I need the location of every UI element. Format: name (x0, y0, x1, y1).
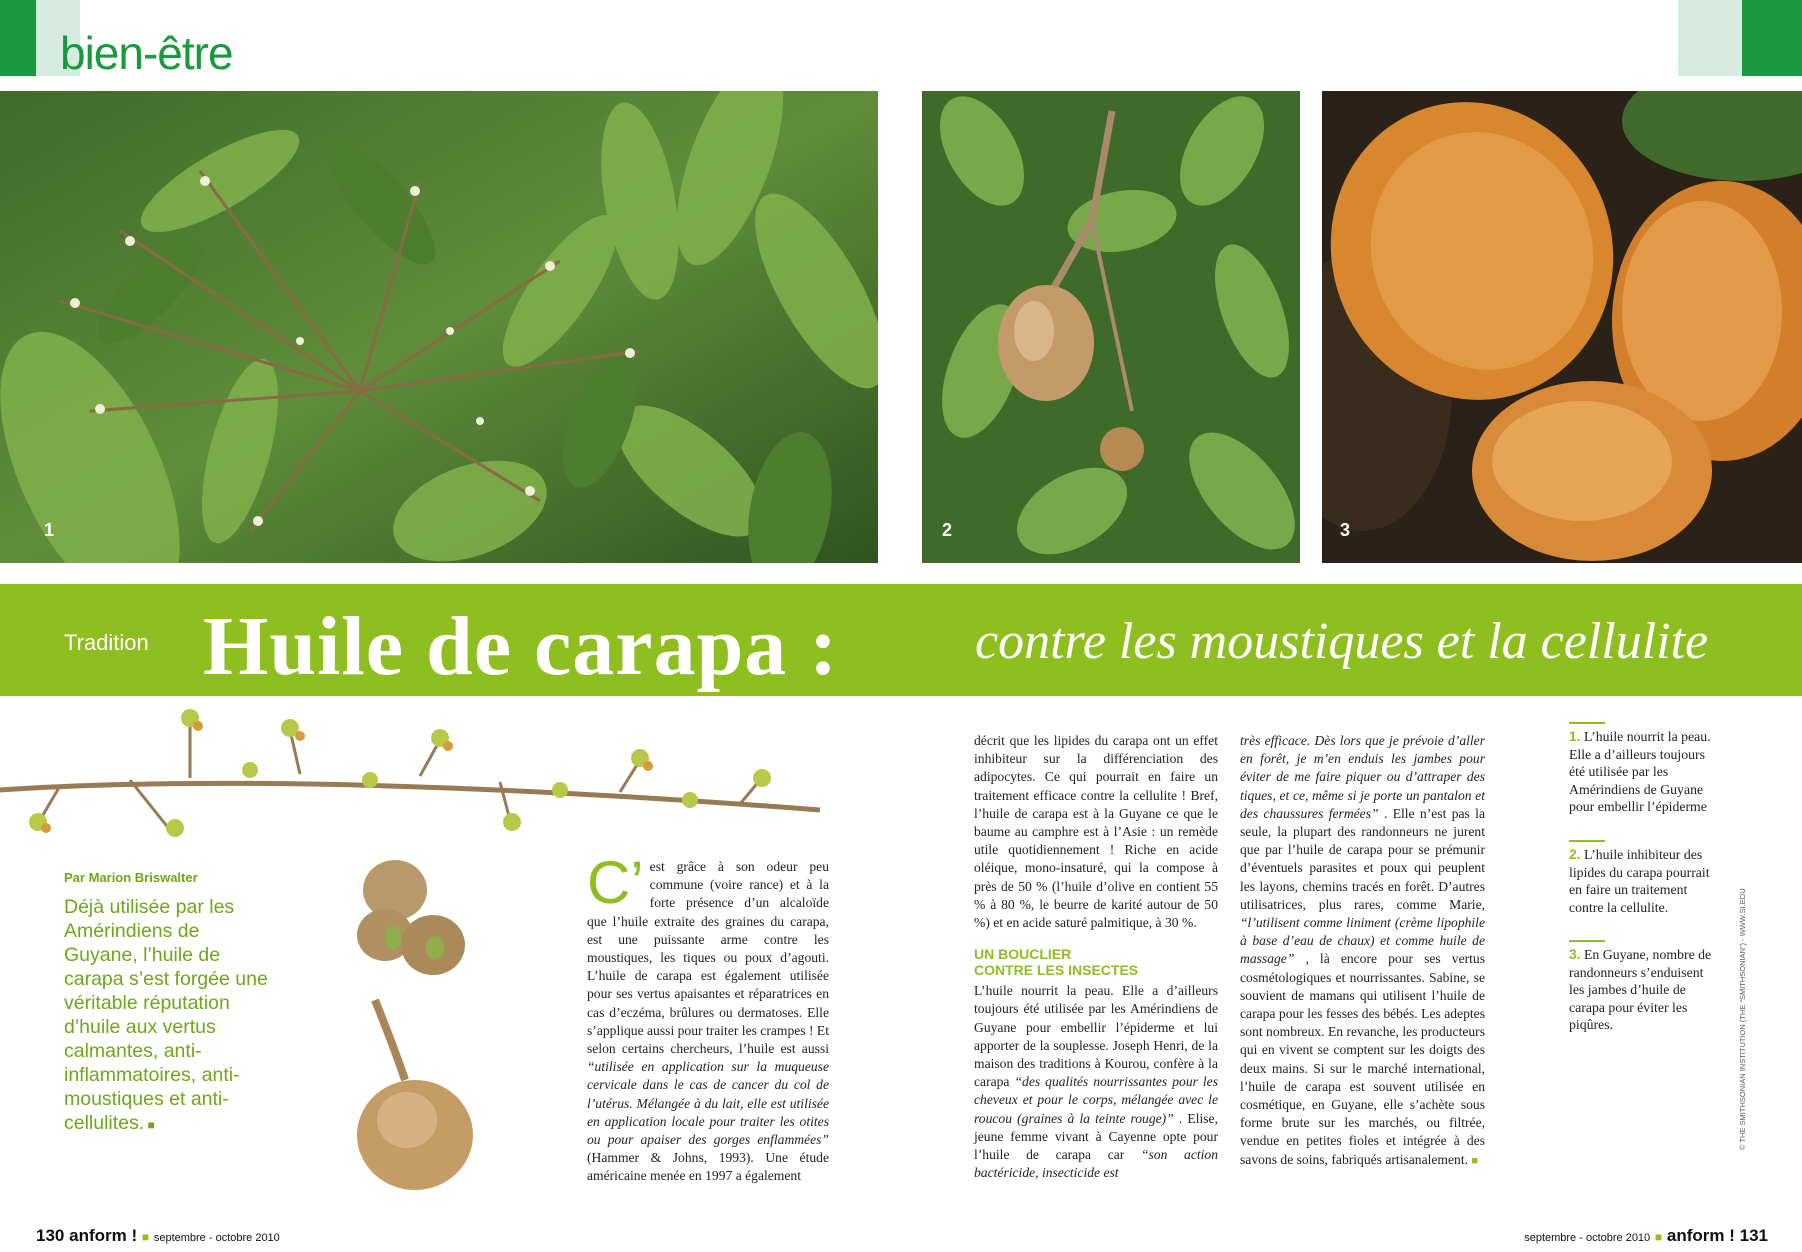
carapa-branch-illustration (0, 700, 840, 840)
photo-number: 3 (1340, 520, 1351, 540)
header-stripe-dark-right (1742, 0, 1802, 76)
magazine-name: anform ! (1666, 1226, 1735, 1245)
article-column-3 (1240, 732, 1485, 1170)
photo-carapa-fruit (922, 91, 1300, 563)
byline: Par Marion Briswalter (64, 870, 198, 885)
caption-rule (1569, 940, 1605, 942)
photo-caption-3 (1569, 940, 1719, 1034)
footer-right (1524, 1226, 1768, 1246)
end-mark: ■ (1471, 1154, 1479, 1167)
article-text: (Hammer & Johns, 1993). Une étude américaine menée en 1997 a également (587, 1150, 829, 1184)
article-quote: très efficace. Dès lors que je prévoie d’aller en forêt, je m’en enduis les jambes pour éviter de me faire piquer ou d’attraper des tiques, et ce, même si je porte un pantalon et des chaussures fermées” (1240, 733, 1485, 821)
photo-caption-2 (1569, 840, 1719, 916)
footer-square: ■ (1654, 1230, 1663, 1244)
article-quote: “des qualités nourrissantes pour les cheveux et pour le corps, mélangée avec le roucou (graines à la teinte rouge)” (974, 1074, 1219, 1126)
article-quote: “son action bactéricide, insecticide est (974, 1147, 1218, 1181)
article-column-2 (974, 732, 1218, 1182)
article-text: . Elise, jeune femme vivant à Cayenne opte pour l’huile de carapa car (974, 1110, 1218, 1163)
drop-cap: C’ (587, 849, 644, 916)
photo-number: 2 (942, 520, 953, 540)
caption-text: L’huile nourrit la peau. Elle a d’ailleurs toujours été utilisée par les Amérindiens de Guyane pour embellir l’épiderme (1569, 729, 1711, 814)
article-text: . Elle n’est pas la seule, la plupart des randonneurs ne jurent que par l’huile de carapa pour se prémunir d’éventuels parasites et poux qui peuplent les layons, chemins tracés en forêt. D’autres utilisatrices, plus rares, comme Marie, (1240, 805, 1485, 912)
caption-number: 3. (1569, 947, 1581, 962)
article-quote: “utilisée en application sur la muqueuse cervicale dans le cas de cancer du col de l’utérus. Mélangée à du lait, elle est utilisée en application locale pour traiter les otites ou pour apaiser des gorges enflammées” (587, 1059, 829, 1148)
photo-number: 1 (44, 520, 55, 540)
article-quote: “l’utilisent comme liniment (crème lipophile à base d’eau de chaux) et comme huile de massage” (1240, 915, 1485, 967)
caption-number: 1. (1569, 729, 1581, 744)
photo-carapa-flowers (0, 91, 878, 563)
page-number-right: 131 (1739, 1226, 1768, 1245)
lede: Déjà utilisée par les Amérindiens de Guyane, l’huile de carapa s’est forgée une véritable réputation d’huile aux vertus calmantes, anti-inflammatoires, anti-moustiques et anti-cellulites. ■ (64, 896, 268, 1134)
subheadline: contre les moustiques et la cellulite (975, 613, 1709, 670)
photo-caption-1 (1569, 722, 1719, 816)
footer-left (36, 1226, 280, 1246)
header-stripe-dark (0, 0, 36, 76)
photo-credit: © THE SMITHSONIAN INSTITUTION (THE “SMITHSONIAN”) - WWW.SI.EDU (1738, 888, 1747, 1150)
subheading (974, 946, 1218, 978)
kicker: Tradition (64, 630, 149, 655)
carapa-fruit-illustration (345, 850, 485, 1190)
header-stripe-light-right (1678, 0, 1742, 76)
article-column-1 (587, 849, 829, 1186)
subheading-line: UN BOUCLIER (974, 946, 1072, 963)
headline: Huile de carapa : (203, 600, 839, 693)
end-mark: ■ (144, 1118, 155, 1132)
article-text: décrit que les lipides du carapa ont un effet inhibiteur sur la différenciation des adipocytes. Ce qui pourrait en faire un traitement efficace contre la cellulite ! Bref, l’huile de carapa est à la Guyane ce que le baume au camphre est à l’Asie : un remède utile quotidiennement ! Riche en acide oléique, mono-insaturé, qui la compose à près de 50 % (l’huile d’olive en contient 55 % à 80 %, le beurre de karité autour de 50 %) et en acide saturé palmitique, à 30 %. (974, 733, 1218, 931)
caption-number: 2. (1569, 847, 1581, 862)
caption-text: En Guyane, nombre de randonneurs s’enduisent les jambes d’huile de carapa pour éviter les piqûres. (1569, 947, 1712, 1032)
article-text: est grâce à son odeur peu commune (voire rance) et à la forte présence d’un alcaloïde que l’huile extraite des graines du carapa, est une puissante arme contre les moustiques, les tiques ou poux d’agouti. L’huile de carapa est également utilisée pour ses vertus apaisantes et réparatrices en cas d’eczéma, brûlures ou dermatoses. Elle s’applique aussi pour traiter les crampes ! Et selon certains chercheurs, l’huile est aussi (587, 859, 829, 1057)
issue-date: septembre - octobre 2010 (1524, 1232, 1651, 1244)
caption-rule (1569, 722, 1605, 724)
caption-text: L’huile inhibiteur des lipides du carapa pourrait en faire un traitement contre la cellulite. (1569, 847, 1710, 915)
article-text: , là encore pour ses vertus cosmétologiques et nourrissantes. Sabine, se souvient de mamans qui utilisent l’huile de carapa pour les fesses des bébés. Les adeptes sont nombreux. En revanche, les producteurs qui en vivent se comptent sur les doigts des deux mains. Si sur le marché international, l’huile de carapa est souvent utilisée en cosmétique, en Guyane, elle s’achète sous forme brute sur les marchés, ou filtrée, vendue en petites fioles et intégrée à des savons de soins, fabriqués artisanalement. (1240, 951, 1485, 1167)
footer-square: ■ (141, 1230, 150, 1244)
photo-carapa-seeds (1322, 91, 1802, 563)
issue-date: septembre - octobre 2010 (153, 1232, 280, 1244)
article-text: L’huile nourrit la peau. Elle a d’ailleurs toujours été utilisée par les Amérindiens de Guyane pour embellir l’épiderme et lui apporter de la souplesse. Joseph Henri, de la maison des traditions à Kourou, confère à la carapa (974, 983, 1218, 1090)
page-number-left: 130 (36, 1226, 65, 1245)
magazine-name: anform ! (69, 1226, 138, 1245)
caption-rule (1569, 840, 1605, 842)
section-label: bien-être (60, 27, 233, 79)
subheading-line: CONTRE LES INSECTES (974, 962, 1139, 979)
